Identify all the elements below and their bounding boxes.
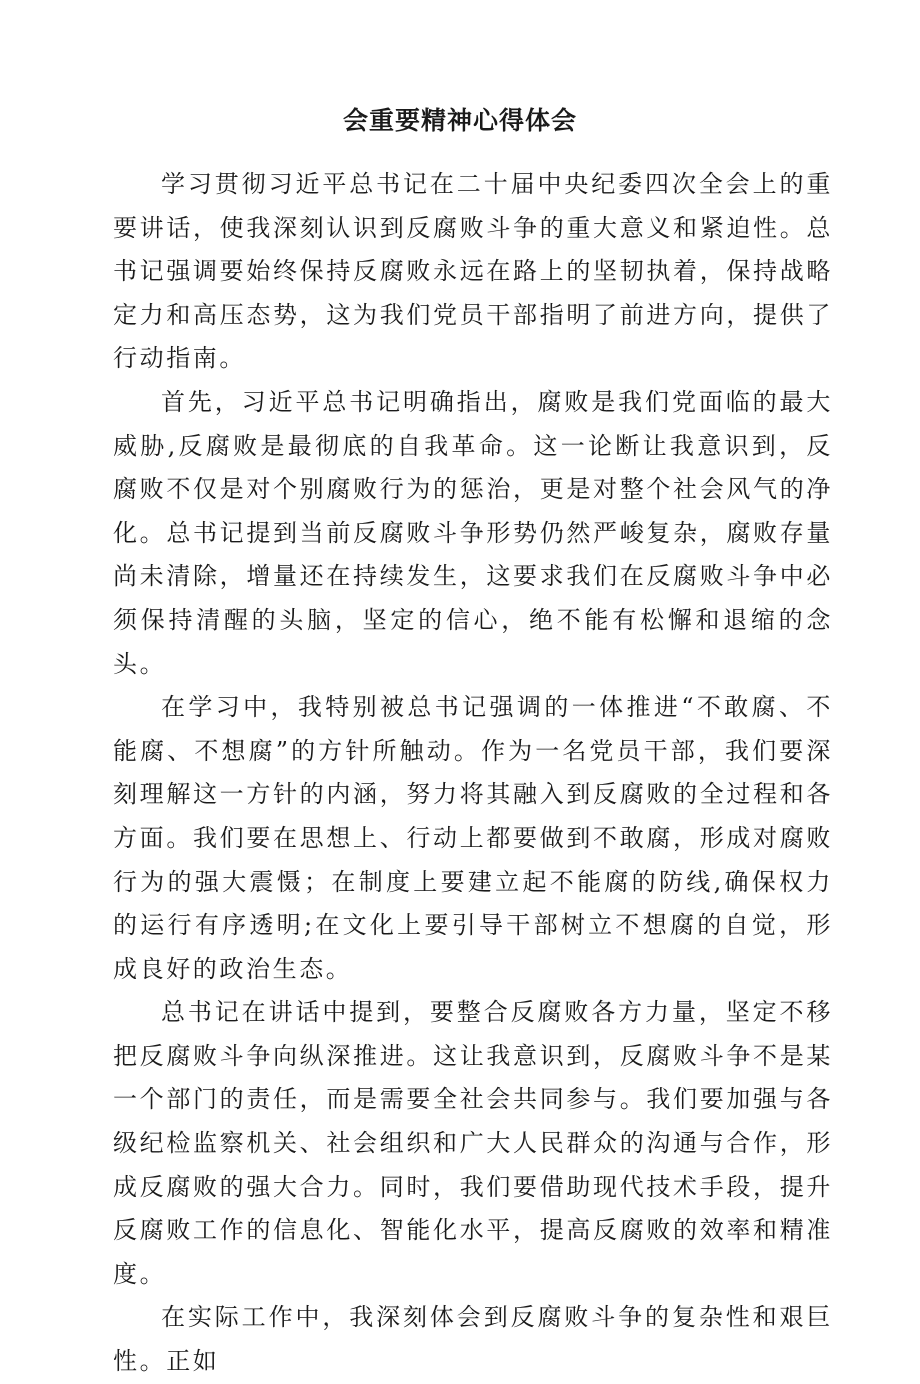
paragraph-4: 总书记在讲话中提到，要整合反腐败各方力量，坚定不移把反腐败斗争向纵深推进。这让我意识到，反腐败斗争不是某一个部门的责任，而是需要全社会共同参与。我们要加强与各级纪检监察机关、社会组织和广大人民群众的沟通与合作，形成反腐败的强大合力。同时，我们要借助现代技术手段，提升反腐败工作的信息化、智能化水平，提高反腐败的效率和精准度。	[113, 998, 833, 1288]
document-body	[113, 163, 833, 1384]
paragraph-1: 学习贯彻习近平总书记在二十届中央纪委四次全会上的重要讲话，使我深刻认识到反腐败斗争的重大意义和紧迫性。总书记强调要始终保持反腐败永远在路上的坚韧执着，保持战略定力和高压态势，这为我们党员干部指明了前进方向，提供了行动指南。	[113, 170, 833, 373]
paragraph-3: 在学习中，我特别被总书记强调的一体推进“不敢腐、不能腐、不想腐”的方针所触动。作为一名党员干部，我们要深刻理解这一方针的内涵，努力将其融入到反腐败的全过程和各方面。我们要在思想上、行动上都要做到不敢腐，形成对腐败行为的强大震慑；在制度上要建立起不能腐的防线,确保权力的运行有序透明;在文化上要引导干部树立不想腐的自觉，形成良好的政治生态。	[113, 693, 833, 983]
document-title: 会重要精神心得体会	[342, 106, 577, 135]
paragraph-2: 首先，习近平总书记明确指出，腐败是我们党面临的最大威胁,反腐败是最彻底的自我革命。这一论断让我意识到，反腐败不仅是对个别腐败行为的惩治，更是对整个社会风气的净化。总书记提到当前反腐败斗争形势仍然严峻复杂，腐败存量尚未清除，增量还在持续发生，这要求我们在反腐败斗争中必须保持清醒的头脑，坚定的信心，绝不能有松懈和退缩的念头。	[113, 387, 833, 678]
paragraph-5: 在实际工作中，我深刻体会到反腐败斗争的复杂性和艰巨性。正如	[113, 1303, 833, 1376]
